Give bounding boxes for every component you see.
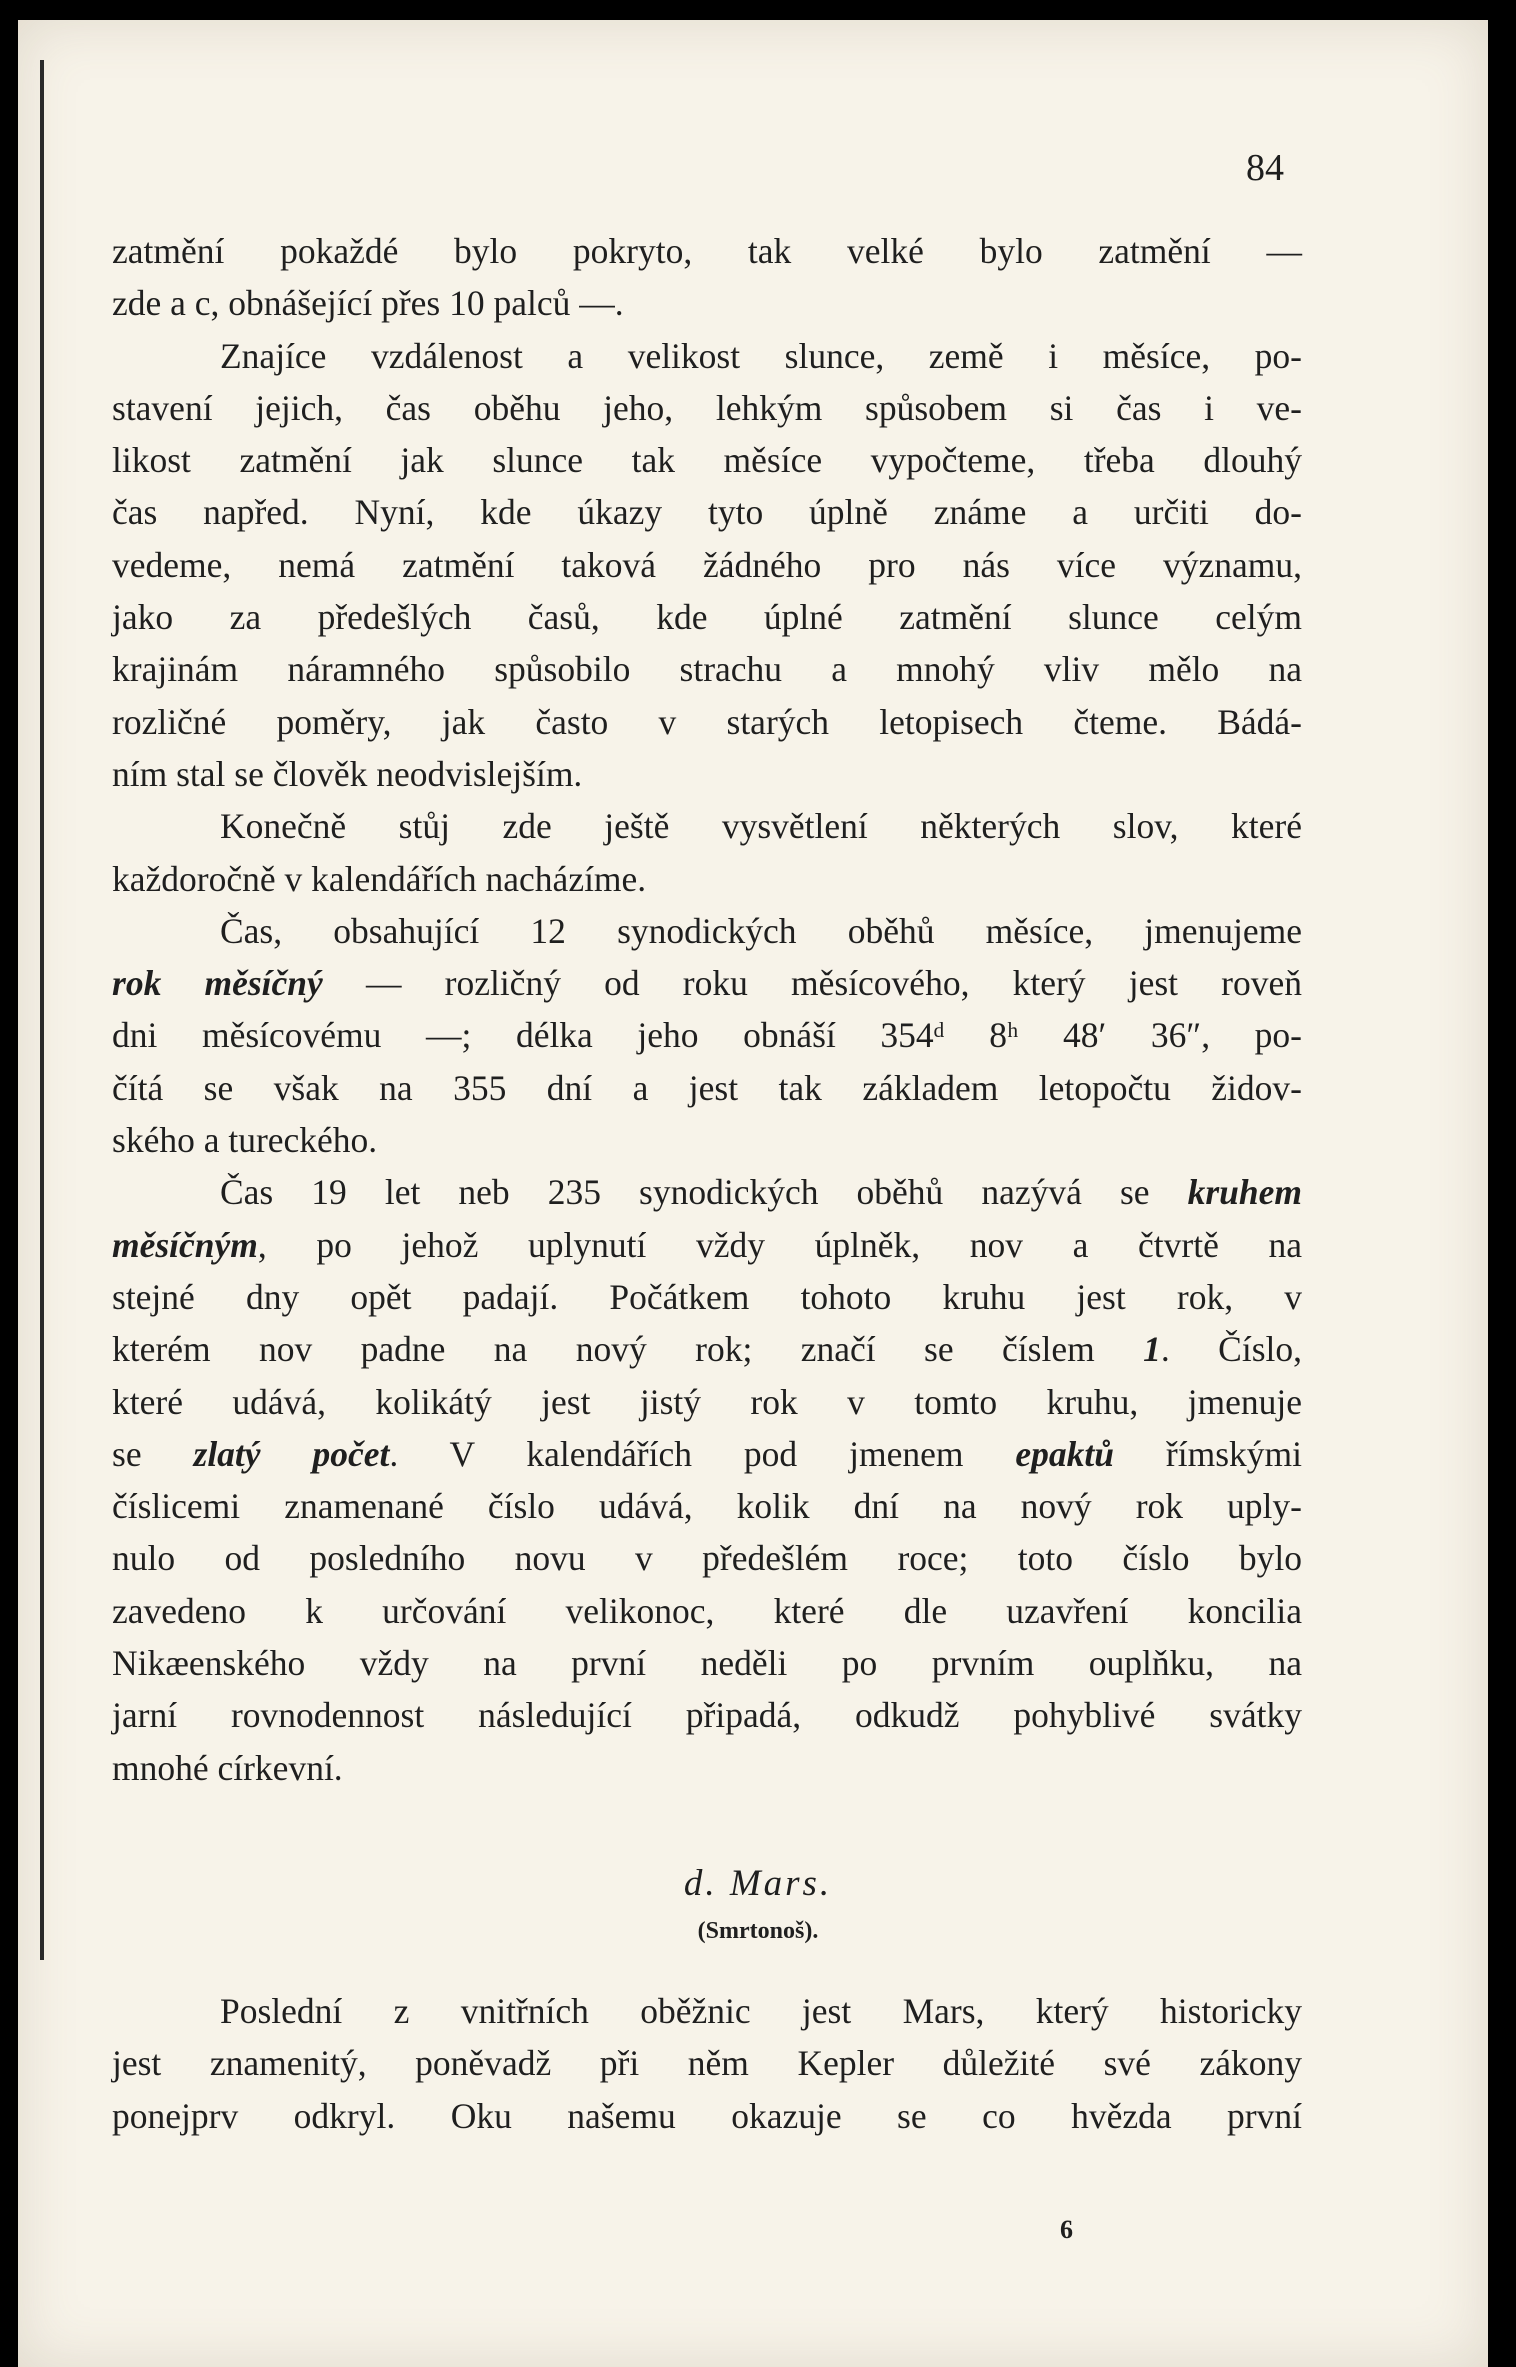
- text-line: [112, 957, 1302, 1009]
- text-fragment: . Číslo,: [1160, 1329, 1302, 1370]
- text-line: zatmění pokaždé bylo pokryto, tak velké bylo zatmění —: [112, 231, 1302, 271]
- text-line: Poslední z vnitřních oběžnic jest Mars, který historicky: [220, 1991, 1302, 2031]
- section-text: [112, 1985, 1302, 2142]
- term-kruh: kruhem: [1187, 1172, 1302, 1213]
- text-fragment: . V kalendářích pod jmenem: [389, 1433, 1016, 1474]
- term-mesicny: měsíčným: [112, 1224, 258, 1265]
- text-fragment: kterém nov padne na nový rok; značí se číslem: [112, 1329, 1144, 1370]
- text-line: Konečně stůj zde ještě vysvětlení některých slov, které: [220, 806, 1302, 847]
- text-fragment: — rozličný od roku měsícového, který jest roveň: [322, 963, 1303, 1004]
- text-line: jest znamenitý, poněvadž při něm Kepler důležité své zákony: [112, 2043, 1302, 2084]
- section-title: d. Mars.: [683, 1863, 833, 1904]
- section-subtitle: (Smrtonoš).: [697, 1918, 819, 1944]
- text-line: zde a c, obnášející přes 10 palců —.: [112, 283, 624, 324]
- text-line: ponejprv odkryl. Oku našemu okazuje se co hvězda první: [112, 2095, 1302, 2136]
- term-rok-mesicny: rok měsíčný: [112, 963, 323, 1004]
- text-line: krajinám náramného spůsobilo strachu a mnohý vliv mělo na: [112, 649, 1302, 690]
- text-line: mnohé církevní.: [112, 1747, 343, 1788]
- text-line: které udává, kolikátý jest jistý rok v tomto kruhu, jmenuje: [112, 1381, 1302, 1422]
- text-line: vedeme, nemá zatmění taková žádného pro nás více významu,: [112, 544, 1302, 585]
- page-number: 84: [1246, 147, 1284, 189]
- text-fragment: , po jehož uplynutí vždy úplněk, nov a čtvrtě na: [257, 1224, 1302, 1265]
- text-line: [112, 1219, 1302, 1271]
- text-line: [112, 1166, 1302, 1218]
- term-zlaty-pocet: zlatý počet: [193, 1433, 390, 1474]
- text-line: čítá se však na 355 dní a jest tak základem letopočtu židov-: [112, 1067, 1302, 1108]
- text-line: [112, 1428, 1302, 1480]
- text-line: zavedeno k určování velikonoc, které dle uzavření koncilia: [112, 1590, 1302, 1631]
- text-line: stejné dny opět padají. Počátkem tohoto kruhu jest rok, v: [112, 1276, 1302, 1317]
- text-fragment: Čas 19 let neb 235 synodických oběhů nazývá se: [220, 1172, 1188, 1213]
- text-line: ním stal se člověk neodvislejším.: [112, 753, 583, 794]
- text-line: jarní rovnodennost následující připadá, odkudž pohyblivé svátky: [112, 1695, 1302, 1736]
- text-line: stavení jejich, čas oběhu jeho, lehkým spůsobem si čas i ve-: [112, 387, 1302, 428]
- text-line: dni měsícovému —; délka jeho obnáší 354ᵈ 8ʰ 48′ 36″, po-: [112, 1015, 1302, 1056]
- numeral-one: 1: [1143, 1329, 1161, 1370]
- text-line: každoročně v kalendářích nacházíme.: [112, 858, 647, 899]
- text-line: ského a tureckého.: [112, 1120, 378, 1161]
- text-line: čas napřed. Nyní, kde úkazy tyto úplně známe a určiti do-: [112, 492, 1302, 533]
- text-line: nulo od posledního novu v předešlém roce; toto číslo bylo: [112, 1538, 1302, 1579]
- main-text: [112, 225, 1302, 1794]
- text-line: jako za předešlých časů, kde úplné zatmění slunce celým: [112, 597, 1302, 638]
- term-epakty: epaktů: [1015, 1433, 1114, 1474]
- text-fragment: se: [112, 1433, 194, 1474]
- text-line: likost zatmění jak slunce tak měsíce vypočteme, třeba dlouhý: [112, 440, 1302, 481]
- text-line: rozličné poměry, jak často v starých letopisech čteme. Bádá-: [112, 701, 1302, 742]
- binding-edge: [40, 60, 44, 1960]
- text-line: Čas, obsahující 12 synodických oběhů měsíce, jmenujeme: [220, 910, 1302, 951]
- text-line: Znajíce vzdálenost a velikost slunce, země i měsíce, po-: [220, 335, 1302, 376]
- text-line: [112, 1323, 1302, 1375]
- text-line: číslicemi znamenané číslo udává, kolik dní na nový rok uply-: [112, 1486, 1302, 1527]
- text-fragment: římskými: [1114, 1433, 1303, 1474]
- signature-mark: 6: [1060, 2215, 1073, 2244]
- text-line: Nikæenského vždy na první neděli po prvním ouplňku, na: [112, 1643, 1302, 1684]
